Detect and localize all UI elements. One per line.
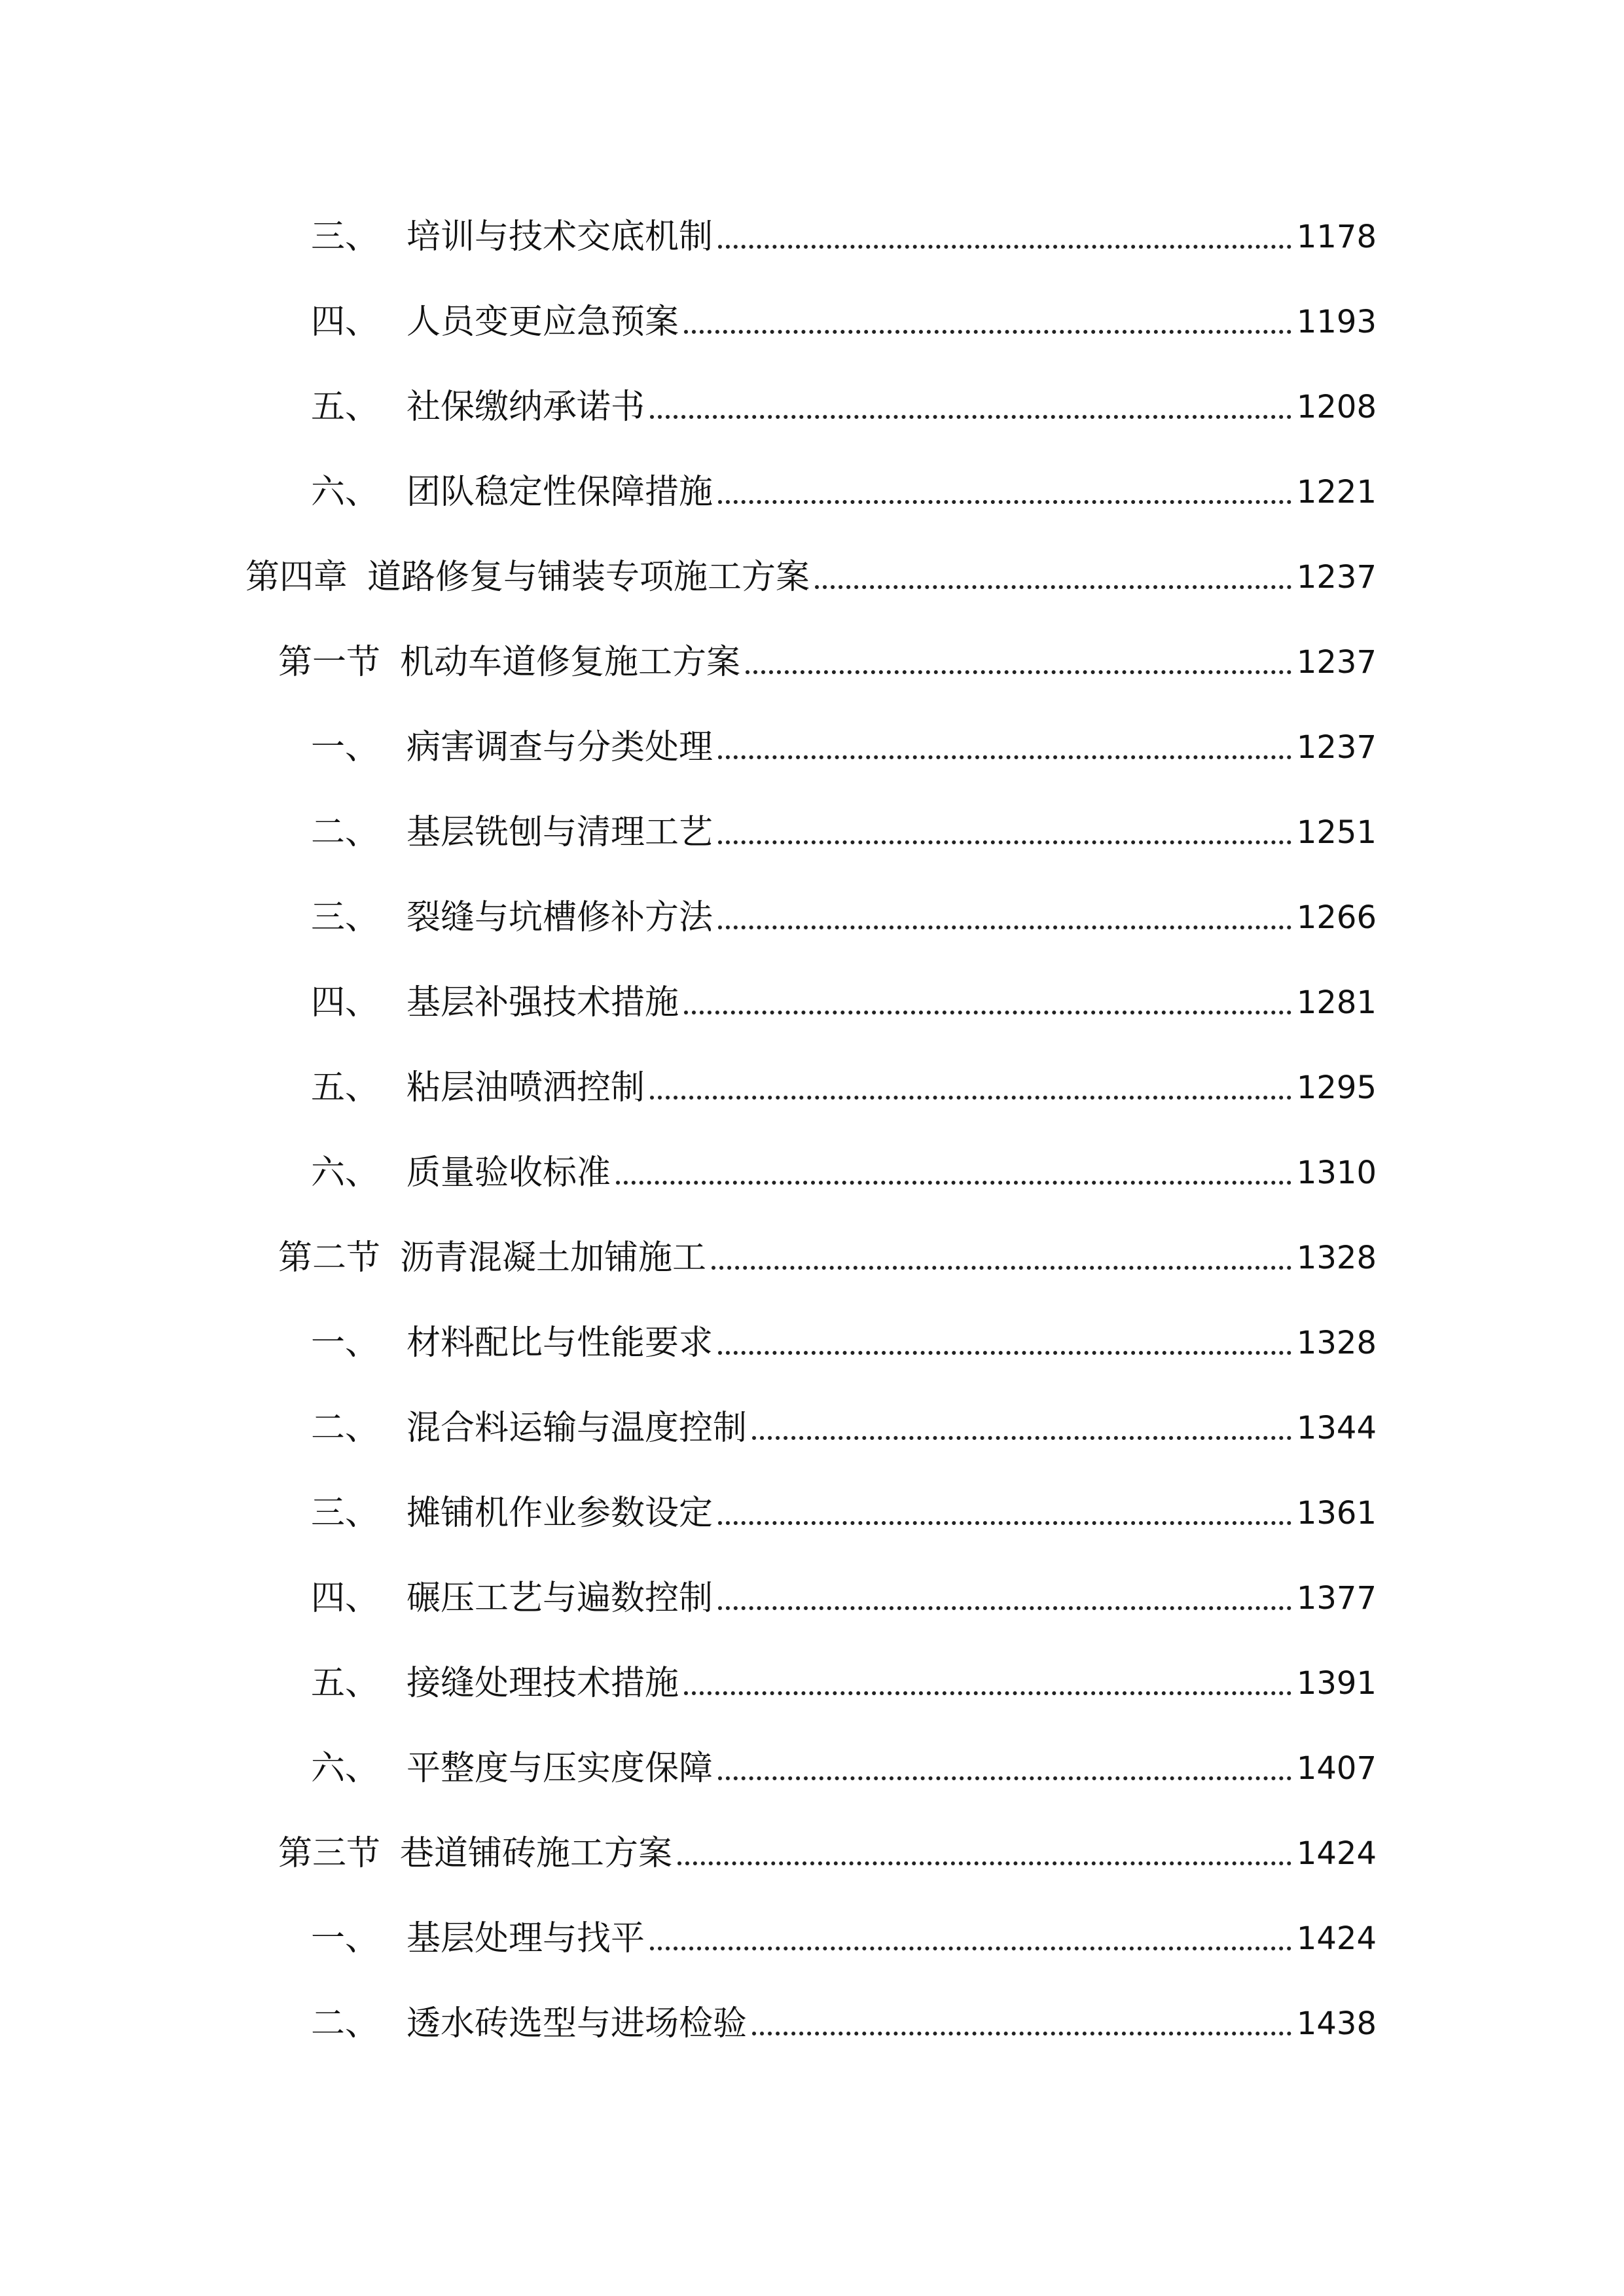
toc-entry-label [311,1147,611,1199]
toc-section-entry[interactable] [278,636,1377,689]
toc-entry-label [311,1998,747,2050]
dot-leader [718,1521,1291,1525]
dot-leader [815,585,1291,589]
toc-entry-page: 1377 [1296,1580,1377,1617]
toc-entry-label [311,721,713,774]
toc-entry-title: 碾压工艺与遍数控制 [406,1579,713,1618]
toc-entry[interactable] [311,806,1377,859]
toc-entry[interactable] [311,1317,1377,1369]
dot-leader [752,1436,1291,1440]
dot-leader [650,1946,1291,1950]
dot-leader [650,415,1291,419]
toc-entry-label [245,551,810,603]
toc-entry-number: 二、 [311,2004,380,2043]
toc-entry-label [311,381,645,433]
dot-leader [718,1776,1291,1780]
toc-entry-label [278,1827,672,1880]
toc-entry-number: 二、 [311,813,380,852]
toc-entry-page: 1328 [1296,1240,1377,1276]
dot-leader [712,1266,1291,1270]
toc-entry-page: 1251 [1296,814,1377,851]
toc-entry-label [311,1062,645,1114]
toc-entry-number: 六、 [311,473,380,512]
dot-leader [684,330,1291,334]
toc-entry-page: 1344 [1296,1410,1377,1446]
toc-entry-number: 六、 [311,1153,380,1193]
toc-entry-label [311,1657,679,1710]
toc-entry-number: 一、 [311,728,380,767]
toc-entry-title: 基层补强技术措施 [406,983,679,1022]
toc-entry-page: 1237 [1296,644,1377,681]
toc-entry-number: 三、 [311,1494,380,1533]
toc-entry-label [311,296,679,348]
toc-entry-title: 接缝处理技术措施 [406,1664,679,1703]
toc-entry-number: 四、 [311,1579,380,1618]
toc-entry[interactable] [311,1062,1377,1114]
dot-leader [718,500,1291,504]
toc-entry-page: 1328 [1296,1325,1377,1361]
toc-entry-page: 1178 [1296,219,1377,255]
toc-entry[interactable] [311,1742,1377,1795]
toc-entry-title: 材料配比与性能要求 [406,1323,713,1363]
toc-entry-title: 病害调查与分类处理 [406,728,713,767]
toc-entry[interactable] [311,977,1377,1029]
toc-entry-title: 平整度与压实度保障 [406,1749,713,1788]
toc-entry-label [311,977,679,1029]
dot-leader [684,1011,1291,1014]
dot-leader [616,1181,1291,1185]
toc-entry[interactable] [311,296,1377,348]
toc-entry-label [311,1912,645,1965]
toc-entry-title: 沥青混凝土加铺施工 [400,1238,707,1278]
toc-entry-title: 巷道铺砖施工方案 [400,1834,673,1873]
toc-entry-page: 1391 [1296,1665,1377,1702]
toc-entry-label [311,1317,713,1369]
dot-leader [650,1096,1291,1100]
toc-entry-number: 四、 [311,302,380,342]
toc-entry[interactable] [311,1402,1377,1454]
toc-entry-number: 五、 [311,1068,380,1107]
toc-entry-title: 基层铣刨与清理工艺 [406,813,713,852]
toc-entry-page: 1407 [1296,1750,1377,1787]
toc-entry-title: 培训与技术交底机制 [406,217,713,257]
toc-entry-title: 道路修复与铺装专项施工方案 [367,558,810,597]
toc-entry-title: 机动车道修复施工方案 [400,643,741,682]
toc-entry-title: 摊铺机作业参数设定 [406,1494,713,1533]
toc-entry-title: 混合料运输与温度控制 [406,1408,748,1448]
dot-leader [718,1351,1291,1355]
toc-entry-page: 1281 [1296,984,1377,1021]
toc-entry-page: 1266 [1296,899,1377,936]
toc-entry[interactable] [311,721,1377,774]
toc-chapter-entry[interactable] [245,551,1377,603]
toc-entry-page: 1237 [1296,729,1377,766]
toc-entry-number: 二、 [311,1408,380,1448]
toc-entry-title: 粘层油喷洒控制 [406,1068,645,1107]
toc-entry-label [278,636,740,689]
toc-entry-page: 1221 [1296,474,1377,511]
toc-entry[interactable] [311,211,1377,263]
toc-entry-page: 1237 [1296,559,1377,596]
toc-entry-label [311,211,713,263]
toc-entry-number: 五、 [311,387,380,427]
toc-entry-page: 1424 [1296,1835,1377,1872]
toc-entry[interactable] [311,1147,1377,1199]
toc-entry-number: 六、 [311,1749,380,1788]
toc-section-entry[interactable] [278,1827,1377,1880]
toc-entry-page: 1424 [1296,1920,1377,1957]
dot-leader [718,245,1291,249]
dot-leader [718,925,1291,929]
toc-entry-page: 1193 [1296,304,1377,340]
toc-entry-title: 透水砖选型与进场检验 [406,2004,748,2043]
toc-entry[interactable] [311,1657,1377,1710]
toc-entry[interactable] [311,1487,1377,1539]
dot-leader [746,670,1291,674]
toc-entry-page: 1310 [1296,1155,1377,1191]
toc-entry[interactable] [311,1912,1377,1965]
toc-entry-number: 一、 [311,1919,380,1958]
toc-entry-number: 第一节 [278,643,381,682]
toc-entry-label [311,891,713,944]
dot-leader [752,2032,1291,2036]
toc-section-entry[interactable] [278,1232,1377,1284]
toc-entry[interactable] [311,1998,1377,2050]
toc-entry-title: 基层处理与找平 [406,1919,645,1958]
toc-entry-number: 第三节 [278,1834,381,1873]
toc-entry-page: 1438 [1296,2005,1377,2042]
toc-entry-title: 社保缴纳承诺书 [406,387,645,427]
toc-entry-label [311,806,713,859]
toc-entry-page: 1361 [1296,1495,1377,1532]
toc-entry-label [311,1572,713,1624]
dot-leader [718,755,1291,759]
toc-entry-number: 五、 [311,1664,380,1703]
toc-entry[interactable] [311,381,1377,433]
dot-leader [684,1691,1291,1695]
toc-entry-number: 一、 [311,1323,380,1363]
toc-entry-label [311,1402,747,1454]
toc-entry-number: 第二节 [278,1238,381,1278]
dot-leader [677,1861,1291,1865]
toc-entry-title: 团队稳定性保障措施 [406,473,713,512]
toc-entry-number: 三、 [311,898,380,937]
toc-entry-number: 三、 [311,217,380,257]
dot-leader [718,1606,1291,1610]
toc-entry-label [311,466,713,518]
toc-entry-number: 第四章 [245,558,348,597]
toc-entry-label [311,1487,713,1539]
toc-entry[interactable] [311,466,1377,518]
toc-entry-title: 裂缝与坑槽修补方法 [406,898,713,937]
toc-entry[interactable] [311,891,1377,944]
toc-entry-title: 人员变更应急预案 [406,302,679,342]
toc-entry-page: 1295 [1296,1069,1377,1106]
dot-leader [718,840,1291,844]
toc-entry-label [278,1232,706,1284]
toc-entry-number: 四、 [311,983,380,1022]
toc-entry-label [311,1742,713,1795]
toc-entry[interactable] [311,1572,1377,1624]
toc-entry-page: 1208 [1296,389,1377,425]
toc-entry-title: 质量验收标准 [406,1153,611,1193]
